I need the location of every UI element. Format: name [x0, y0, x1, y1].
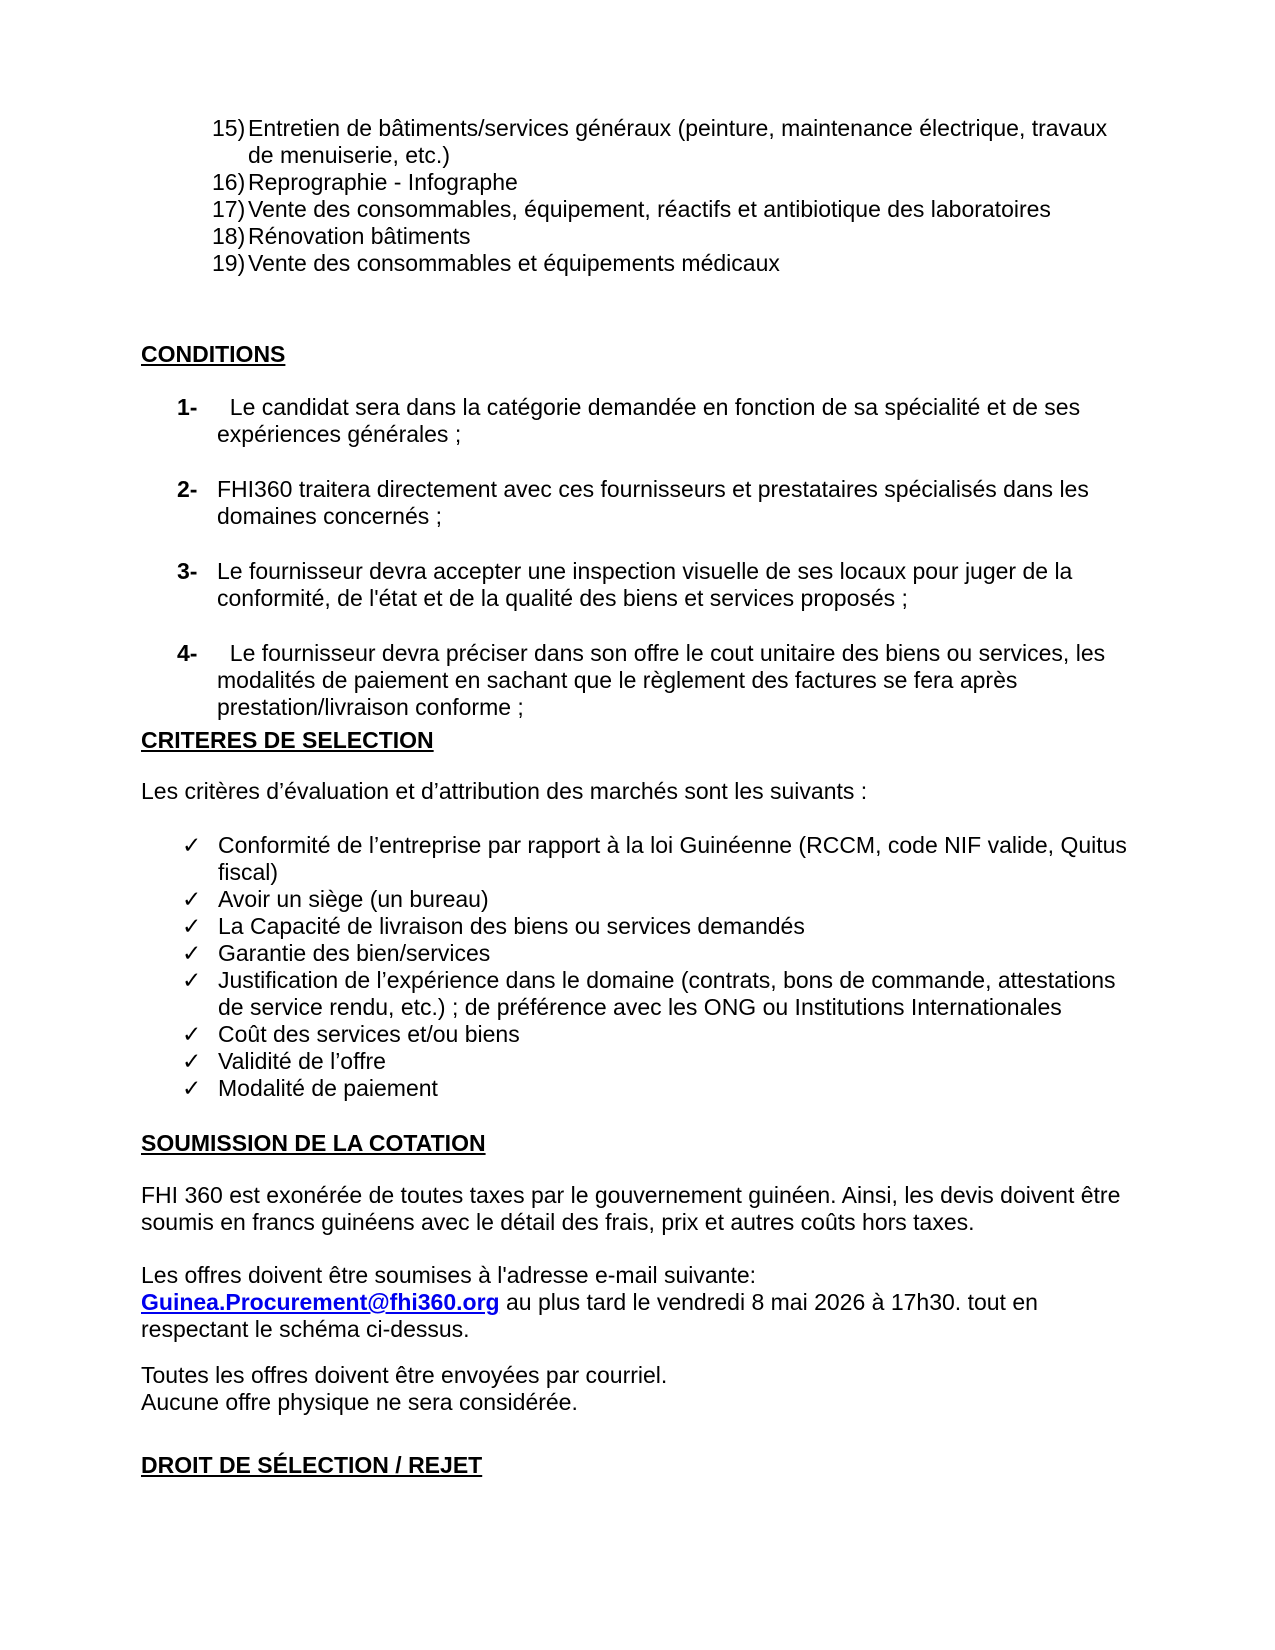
checklist-item: [141, 913, 1134, 940]
selection-criteria-heading: [141, 727, 1134, 754]
checklist-item-text: Avoir un siège (un bureau): [218, 886, 489, 912]
checkmark-icon: ✓: [182, 1048, 202, 1074]
criteria-checklist: [141, 832, 1134, 1102]
rejection-heading: [141, 1452, 1134, 1479]
tax-exemption-paragraph: FHI 360 est exonérée de toutes taxes par le gouvernement guinéen. Ainsi, les devis doivent être soumis en francs guinéens avec le détail des frais, prix et autres coûts hors taxes.: [141, 1182, 1127, 1235]
list-item-number: 18): [212, 223, 246, 249]
condition-item: [141, 476, 1134, 530]
list-item-text: Rénovation bâtiments: [248, 223, 471, 249]
condition-text: Le candidat sera dans la catégorie demandée en fonction de sa spécialité et de ses expériences générales ;: [217, 394, 1087, 447]
condition-item: [141, 640, 1134, 721]
checklist-item-text: La Capacité de livraison des biens ou services demandés: [218, 913, 805, 939]
list-item: [141, 223, 1134, 250]
list-item-text: Vente des consommables et équipements médicaux: [248, 250, 780, 276]
checkmark-icon: ✓: [182, 832, 202, 858]
checklist-item-text: Validité de l’offre: [218, 1048, 386, 1074]
checklist-item: [141, 967, 1134, 1021]
list-item-number: 15): [212, 115, 246, 141]
condition-item: [141, 394, 1134, 448]
checklist-item-text: Conformité de l’entreprise par rapport à la loi Guinéenne (RCCM, code NIF valide, Quitus fiscal): [218, 832, 1134, 885]
condition-number: 4-: [177, 640, 198, 666]
checklist-item: [141, 832, 1134, 886]
condition-text: FHI360 traitera directement avec ces fournisseurs et prestataires spécialisés dans les domaines concernés ;: [217, 476, 1096, 529]
checklist-item: [141, 886, 1134, 913]
checklist-item: [141, 940, 1134, 967]
checkmark-icon: ✓: [182, 886, 202, 912]
no-physical-offer-note: Aucune offre physique ne sera considérée.: [141, 1389, 578, 1415]
list-item-text: Vente des consommables, équipement, réactifs et antibiotique des laboratoires: [248, 196, 1051, 222]
checkmark-icon: ✓: [182, 967, 202, 993]
list-item: [141, 250, 1134, 277]
condition-text: Le fournisseur devra préciser dans son offre le cout unitaire des biens ou services, les modalités de paiement en sachant que le règlement des factures se fera après prestation/livraison conforme ;: [217, 640, 1112, 720]
rejection-heading-text: DROIT DE SÉLECTION / REJET: [141, 1452, 483, 1478]
list-item-text: Reprographie - Infographe: [248, 169, 518, 195]
list-item-number: 19): [212, 250, 246, 276]
checklist-item-text: Justification de l’expérience dans le domaine (contrats, bons de commande, attestations de service rendu, etc.) ; de préférence avec les ONG ou Institutions Internationales: [218, 967, 1122, 1020]
condition-number: 3-: [177, 558, 198, 584]
criteria-intro: Les critères d’évaluation et d’attribution des marchés sont les suivants :: [141, 778, 868, 804]
list-item-number: 17): [212, 196, 246, 222]
checklist-item: [141, 1021, 1134, 1048]
condition-number: 1-: [177, 394, 198, 420]
conditions-heading-text: CONDITIONS: [141, 341, 286, 367]
checklist-item-text: Modalité de paiement: [218, 1075, 438, 1101]
checkmark-icon: ✓: [182, 1021, 202, 1047]
checkmark-icon: ✓: [182, 940, 202, 966]
condition-item: [141, 558, 1134, 612]
notes-paragraph: [141, 1362, 1134, 1416]
conditions-heading: [141, 341, 1134, 368]
checklist-item: [141, 1075, 1134, 1102]
service-list: [141, 115, 1134, 277]
selection-criteria-heading-text: CRITERES DE SELECTION: [141, 727, 434, 753]
offers-intro-text: Les offres doivent être soumises à l'adresse e-mail suivante:: [141, 1262, 757, 1288]
list-item-text: Entretien de bâtiments/services généraux (peinture, maintenance électrique, travaux de menuiserie, etc.): [248, 115, 1114, 168]
checkmark-icon: ✓: [182, 913, 202, 939]
list-item-number: 16): [212, 169, 246, 195]
checklist-item-text: Coût des services et/ou biens: [218, 1021, 520, 1047]
checklist-item: [141, 1048, 1134, 1075]
condition-text: Le fournisseur devra accepter une inspection visuelle de ses locaux pour juger de la conformité, de l'état et de la qualité des biens et services proposés ;: [217, 558, 1079, 611]
email-only-note: Toutes les offres doivent être envoyées par courriel.: [141, 1362, 668, 1388]
submission-heading-text: SOUMISSION DE LA COTATION: [141, 1130, 486, 1156]
deadline-text: au plus tard le vendredi 8 mai 2026 à 17h30. tout en respectant le schéma ci-dessus.: [141, 1289, 1045, 1342]
list-item: [141, 115, 1134, 169]
checklist-item-text: Garantie des bien/services: [218, 940, 491, 966]
list-item: [141, 169, 1134, 196]
submission-heading: [141, 1130, 1134, 1157]
list-item: [141, 196, 1134, 223]
conditions-list: [141, 394, 1134, 721]
checkmark-icon: ✓: [182, 1075, 202, 1101]
condition-number: 2-: [177, 476, 198, 502]
offers-paragraph: [141, 1262, 1134, 1343]
procurement-email-link[interactable]: Guinea.Procurement@fhi360.org: [141, 1289, 500, 1315]
